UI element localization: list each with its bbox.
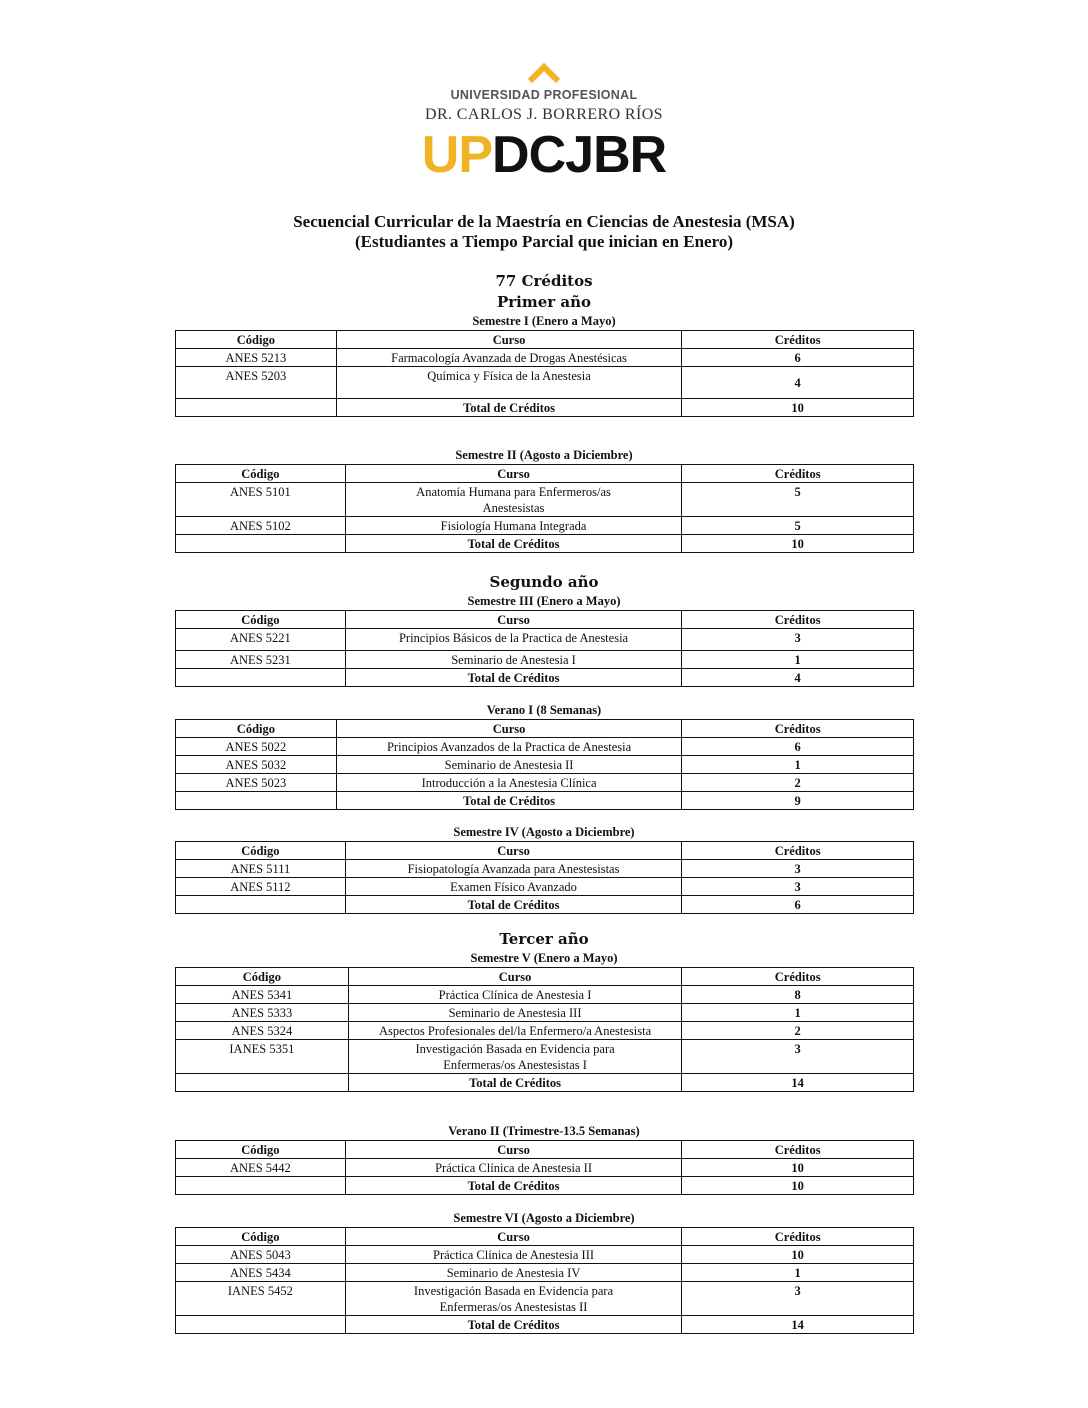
course-name: Principios Básicos de la Practica de Anestesia bbox=[345, 629, 682, 651]
logo-mark bbox=[0, 126, 1088, 184]
semester-title-s2: Semestre II (Agosto a Diciembre) bbox=[455, 448, 633, 462]
course-table-s4 bbox=[175, 841, 914, 914]
course-credits: 5 bbox=[682, 517, 914, 535]
course-name: Práctica Clínica de Anestesia III bbox=[345, 1246, 682, 1264]
course-name: Examen Físico Avanzado bbox=[345, 878, 682, 896]
total-credits: 77 Créditos bbox=[495, 272, 593, 290]
total-row bbox=[176, 792, 914, 810]
total-row bbox=[176, 1074, 914, 1092]
table-row bbox=[176, 774, 914, 792]
total-value: 6 bbox=[682, 896, 914, 914]
total-value: 10 bbox=[682, 399, 914, 417]
table-row bbox=[176, 1159, 914, 1177]
semester-title-s3: Semestre III (Enero a Mayo) bbox=[467, 594, 621, 608]
total-label: Total de Créditos bbox=[345, 1177, 682, 1195]
total-value: 9 bbox=[682, 792, 914, 810]
header-course: Curso bbox=[345, 1141, 682, 1159]
header-credits: Créditos bbox=[682, 1141, 914, 1159]
course-credits: 1 bbox=[682, 651, 914, 669]
semester-title-s6: Semestre VI (Agosto a Diciembre) bbox=[453, 1211, 635, 1225]
header-code: Código bbox=[176, 1228, 346, 1246]
table-row bbox=[176, 349, 914, 367]
table-header-row bbox=[176, 1228, 914, 1246]
chevron-up-icon bbox=[527, 62, 561, 84]
table-header-row bbox=[176, 465, 914, 483]
total-row bbox=[176, 669, 914, 687]
header-credits: Créditos bbox=[682, 331, 914, 349]
title-line2: (Estudiantes a Tiempo Parcial que inician en Enero) bbox=[355, 232, 733, 251]
total-row bbox=[176, 896, 914, 914]
course-credits: 3 bbox=[682, 1040, 914, 1074]
course-table-s3 bbox=[175, 610, 914, 687]
course-code: ANES 5213 bbox=[176, 349, 337, 367]
course-credits: 6 bbox=[682, 349, 914, 367]
header-credits: Créditos bbox=[682, 465, 914, 483]
logo-mark-rest: DCJBR bbox=[492, 126, 667, 184]
course-name: Práctica Clínica de Anestesia I bbox=[348, 986, 682, 1004]
table-row bbox=[176, 1282, 914, 1316]
course-credits: 10 bbox=[682, 1159, 914, 1177]
table-row bbox=[176, 1004, 914, 1022]
course-credits: 2 bbox=[682, 774, 914, 792]
logo-line2: DR. CARLOS J. BORRERO RÍOS bbox=[424, 106, 663, 123]
total-value: 10 bbox=[682, 1177, 914, 1195]
header-credits: Créditos bbox=[682, 720, 914, 738]
total-label: Total de Créditos bbox=[345, 535, 682, 553]
header-credits: Créditos bbox=[682, 842, 914, 860]
course-name: Fisiología Humana Integrada bbox=[345, 517, 682, 535]
course-name: Anatomía Humana para Enfermeros/as Anestesistas bbox=[345, 483, 682, 517]
table-header-row bbox=[176, 720, 914, 738]
table-row bbox=[176, 860, 914, 878]
semester-title-s4: Semestre IV (Agosto a Diciembre) bbox=[453, 825, 635, 839]
semester-title-v2: Verano II (Trimestre-13.5 Semanas) bbox=[448, 1124, 640, 1138]
semester-title-v1: Verano I (8 Semanas) bbox=[486, 703, 602, 717]
header-credits: Créditos bbox=[682, 968, 914, 986]
total-row bbox=[176, 535, 914, 553]
total-label: Total de Créditos bbox=[345, 669, 682, 687]
table-row bbox=[176, 1246, 914, 1264]
course-credits: 1 bbox=[682, 756, 914, 774]
course-code: IANES 5452 bbox=[176, 1282, 346, 1316]
course-name: Principios Avanzados de la Practica de Anestesia bbox=[336, 738, 682, 756]
total-row bbox=[176, 399, 914, 417]
total-row bbox=[176, 1177, 914, 1195]
table-row bbox=[176, 651, 914, 669]
course-code: ANES 5333 bbox=[176, 1004, 349, 1022]
header-course: Curso bbox=[336, 331, 682, 349]
total-label: Total de Créditos bbox=[345, 896, 682, 914]
table-header-row bbox=[176, 842, 914, 860]
table-row bbox=[176, 483, 914, 517]
course-code: ANES 5022 bbox=[176, 738, 337, 756]
course-code: ANES 5231 bbox=[176, 651, 346, 669]
total-label: Total de Créditos bbox=[336, 792, 682, 810]
header-course: Curso bbox=[345, 465, 682, 483]
course-credits: 1 bbox=[682, 1004, 914, 1022]
course-credits: 4 bbox=[682, 367, 914, 399]
course-code: ANES 5043 bbox=[176, 1246, 346, 1264]
course-table-s6 bbox=[175, 1227, 914, 1334]
header-course: Curso bbox=[345, 611, 682, 629]
course-table-v1 bbox=[175, 719, 914, 810]
course-credits: 10 bbox=[682, 1246, 914, 1264]
course-table-s1 bbox=[175, 330, 914, 417]
semester-title-s5: Semestre V (Enero a Mayo) bbox=[470, 951, 618, 965]
course-table-v2 bbox=[175, 1140, 914, 1195]
course-name: Seminario de Anestesia II bbox=[336, 756, 682, 774]
header-course: Curso bbox=[336, 720, 682, 738]
table-row bbox=[176, 517, 914, 535]
title-line1: Secuencial Curricular de la Maestría en Ciencias de Anestesia (MSA) bbox=[293, 212, 795, 231]
course-code: ANES 5442 bbox=[176, 1159, 346, 1177]
course-code: ANES 5324 bbox=[176, 1022, 349, 1040]
header-course: Curso bbox=[348, 968, 682, 986]
document-title bbox=[0, 212, 1088, 252]
year-heading-2: Segundo año bbox=[489, 573, 599, 591]
course-name: Seminario de Anestesia IV bbox=[345, 1264, 682, 1282]
total-label: Total de Créditos bbox=[345, 1316, 682, 1334]
course-code: ANES 5032 bbox=[176, 756, 337, 774]
table-header-row bbox=[176, 331, 914, 349]
header-code: Código bbox=[176, 611, 346, 629]
table-row bbox=[176, 738, 914, 756]
course-name: Farmacología Avanzada de Drogas Anestésicas bbox=[336, 349, 682, 367]
total-label: Total de Créditos bbox=[348, 1074, 682, 1092]
course-table-s2 bbox=[175, 464, 914, 553]
total-value: 4 bbox=[682, 669, 914, 687]
year-heading-3: Tercer año bbox=[499, 930, 589, 948]
total-value: 10 bbox=[682, 535, 914, 553]
course-name: Química y Física de la Anestesia bbox=[336, 367, 682, 399]
header-course: Curso bbox=[345, 1228, 682, 1246]
course-code: ANES 5023 bbox=[176, 774, 337, 792]
table-row bbox=[176, 1022, 914, 1040]
table-row bbox=[176, 629, 914, 651]
header-code: Código bbox=[176, 720, 337, 738]
header-code: Código bbox=[176, 465, 346, 483]
table-row bbox=[176, 367, 914, 399]
header-code: Código bbox=[176, 842, 346, 860]
course-code: ANES 5341 bbox=[176, 986, 349, 1004]
header-code: Código bbox=[176, 968, 349, 986]
course-credits: 8 bbox=[682, 986, 914, 1004]
course-credits: 6 bbox=[682, 738, 914, 756]
course-credits: 3 bbox=[682, 1282, 914, 1316]
header-credits: Créditos bbox=[682, 611, 914, 629]
course-name: Práctica Clínica de Anestesia II bbox=[345, 1159, 682, 1177]
table-header-row bbox=[176, 968, 914, 986]
table-row bbox=[176, 986, 914, 1004]
header-code: Código bbox=[176, 331, 337, 349]
logo-mark-accent: UP bbox=[421, 126, 493, 184]
university-logo bbox=[0, 62, 1088, 184]
semester-title-s1: Semestre I (Enero a Mayo) bbox=[472, 314, 616, 328]
total-row bbox=[176, 1316, 914, 1334]
table-row bbox=[176, 1040, 914, 1074]
table-row bbox=[176, 878, 914, 896]
course-credits: 2 bbox=[682, 1022, 914, 1040]
course-name: Seminario de Anestesia I bbox=[345, 651, 682, 669]
course-code: IANES 5351 bbox=[176, 1040, 349, 1074]
course-code: ANES 5434 bbox=[176, 1264, 346, 1282]
table-header-row bbox=[176, 1141, 914, 1159]
course-code: ANES 5203 bbox=[176, 367, 337, 399]
course-credits: 3 bbox=[682, 878, 914, 896]
course-table-s5 bbox=[175, 967, 914, 1092]
course-credits: 3 bbox=[682, 860, 914, 878]
course-name: Introducción a la Anestesia Clínica bbox=[336, 774, 682, 792]
table-row bbox=[176, 1264, 914, 1282]
course-code: ANES 5102 bbox=[176, 517, 346, 535]
course-name: Investigación Basada en Evidencia para Enfermeras/os Anestesistas II bbox=[345, 1282, 682, 1316]
course-name: Aspectos Profesionales del/la Enfermero/a Anestesista bbox=[348, 1022, 682, 1040]
course-credits: 5 bbox=[682, 483, 914, 517]
header-code: Código bbox=[176, 1141, 346, 1159]
course-credits: 3 bbox=[682, 629, 914, 651]
total-label: Total de Créditos bbox=[336, 399, 682, 417]
header-credits: Créditos bbox=[682, 1228, 914, 1246]
course-code: ANES 5112 bbox=[176, 878, 346, 896]
course-code: ANES 5221 bbox=[176, 629, 346, 651]
total-value: 14 bbox=[682, 1316, 914, 1334]
header-course: Curso bbox=[345, 842, 682, 860]
course-code: ANES 5111 bbox=[176, 860, 346, 878]
total-value: 14 bbox=[682, 1074, 914, 1092]
course-credits: 1 bbox=[682, 1264, 914, 1282]
course-name: Fisiopatología Avanzada para Anestesistas bbox=[345, 860, 682, 878]
course-code: ANES 5101 bbox=[176, 483, 346, 517]
table-row bbox=[176, 756, 914, 774]
table-header-row bbox=[176, 611, 914, 629]
logo-line1: UNIVERSIDAD PROFESIONAL bbox=[450, 88, 638, 102]
course-name: Seminario de Anestesia III bbox=[348, 1004, 682, 1022]
course-name: Investigación Basada en Evidencia para Enfermeras/os Anestesistas I bbox=[348, 1040, 682, 1074]
year-heading-1: Primer año bbox=[496, 293, 592, 311]
